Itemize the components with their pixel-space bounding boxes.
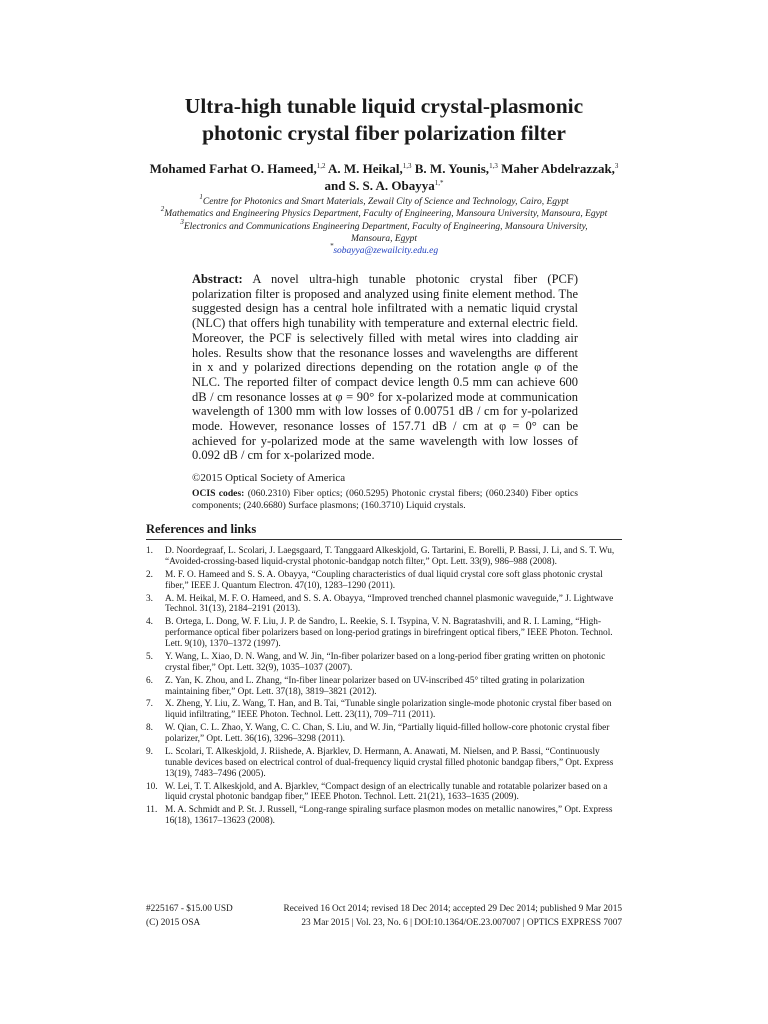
abstract-text: A novel ultra-high tunable photonic crystal fiber (PCF) polarization filter is proposed and analyzed using finite element method. The suggested design has a central hole infiltrated with a nematic liquid crystal (NLC) that offers high tunability with temperature and external electric field. Moreover, the PCF is selectively filled with metal wires into cladding air holes. Results show that the resonance losses and wavelengths are different in x and y polarized directions depending on the rotation angle φ of the NLC. The reported filter of compact device length 0.5 mm can achieve 600 dB / cm resonance losses at φ = 90° for x-polarized mode at communication wavelength of 1300 mm with low losses of 0.00751 dB / cm for y-polarized mode. However, resonance losses of 157.71 dB / cm at φ = 0° can be achieved for y-polarized mode at the same wavelength with low losses of 0.092 dB / cm for x-polarized mode. (192, 272, 579, 463)
reference-number: 2. (146, 569, 153, 580)
author-name: A. M. Heikal, (325, 161, 403, 176)
reference-item (146, 699, 622, 721)
ocis-codes (192, 488, 578, 513)
reference-text: W. Lei, T. T. Alkeskjold, and A. Bjarklev, “Compact design of an electrically tunable and rotatable polarizer based on a liquid crystal photonic bandgap fiber,” IEEE Photon. Technol. Lett. 21(21), 1633–1635 (2009). (165, 781, 608, 803)
abstract-label: Abstract: (192, 272, 243, 286)
references-heading: References and links (146, 522, 257, 536)
affiliation-text: Mathematics and Engineering Physics Department, Faculty of Engineering, Mansoura University, Mansoura, Egypt (164, 209, 608, 220)
author-name: B. M. Younis, (411, 161, 490, 176)
reference-text: W. Qian, C. L. Zhao, Y. Wang, C. C. Chan, S. Liu, and W. Jin, “Partially liquid-filled hollow-core photonic crystal fiber polarizer,” Opt. Lett. 36(16), 3296–3298 (2011). (165, 723, 610, 745)
reference-text: M. A. Schmidt and P. St. J. Russell, “Long-range spiraling surface plasmon modes on metallic nanowires,” Opt. Express 16(18), 13617–13623 (2008). (165, 805, 613, 827)
author-name: and S. S. A. Obayya (324, 178, 435, 193)
copyright: ©2015 Optical Society of America (192, 472, 346, 484)
affiliation-list (0, 193, 768, 257)
reference-text: Z. Yan, K. Zhou, and L. Zhang, “In-fiber linear polarizer based on UV-inscribed 45° tilted grating in polarization maintaining fiber,” Opt. Lett. 37(18), 3819–3821 (2012). (165, 675, 585, 697)
reference-number: 1. (146, 546, 153, 556)
ocis-text: (060.2310) Fiber optics; (060.5295) Photonic crystal fibers; (060.2340) Fiber optics components; (240.6680) Surface plasmons; (160.3710) Liquid crystals. (192, 488, 578, 512)
affiliation-mark: 2 (160, 205, 165, 214)
affiliation-mark: 1 (199, 193, 203, 201)
reference-item (146, 676, 622, 698)
author-name: Maher Abdelrazzak, (497, 161, 615, 176)
affiliation (0, 217, 768, 233)
author-list (0, 160, 768, 194)
author-affiliation-mark: 1,2 (316, 162, 326, 170)
author-line-1 (0, 160, 768, 177)
email-mark: * (329, 242, 334, 251)
reference-item (146, 546, 622, 568)
reference-item (146, 617, 622, 649)
reference-text: L. Scolari, T. Alkeskjold, J. Riishede, A. Bjarklev, D. Hermann, A. Anawati, M. Nielsen, and P. Bassi, “Continuously tunable devices based on electrical control of dual-frequency liquid crystal filled photonic bandgap fibers,” Opt. Express 13(19), 7483–7496 (2005). (165, 747, 614, 779)
publication-history: Received 16 Oct 2014; revised 18 Dec 2014; accepted 29 Dec 2014; published 9 Mar 2015 (283, 904, 622, 914)
affiliation (0, 233, 768, 245)
reference-text: M. F. O. Hameed and S. S. A. Obayya, “Coupling characteristics of dual liquid crystal core soft glass photonic crystal fiber,” IEEE J. Quantum Electron. 47(10), 1283–1290 (2011). (165, 569, 603, 591)
ocis-label: OCIS codes: (192, 488, 245, 499)
affiliation-text: Centre for Photonics and Smart Materials, Zewail City of Science and Technology, Cairo, Egypt (202, 197, 569, 207)
affiliation-text: Electronics and Communications Engineering Department, Faculty of Engineering, Mansoura University, (183, 221, 588, 232)
footer-row-2 (146, 916, 622, 930)
reference-text: B. Ortega, L. Dong, W. F. Liu, J. P. de Sandro, L. Reekie, S. I. Tsypina, V. N. Bagratashvili, and R. I. Laming, “High-performance optical fiber polarizers based on long-period gratings in birefringent optical fibers,” IEEE Photon. Technol. Lett. 9(10), 1370–1372 (1997). (165, 617, 613, 649)
author-affiliation-mark: 3 (614, 162, 619, 170)
reference-number: 5. (146, 651, 153, 662)
title-line-2: photonic crystal fiber polarization filter (202, 121, 566, 145)
reference-item (146, 805, 622, 827)
affiliation-text: Mansoura, Egypt (351, 233, 417, 244)
reference-text: A. M. Heikal, M. F. O. Hameed, and S. S. A. Obayya, “Improved trenched channel plasmonic waveguide,” J. Lightwave Technol. 31(13), 2184–2191 (2013). (165, 593, 614, 615)
author-affiliation-mark: 1,* (434, 179, 444, 187)
affiliation-mark: 3 (180, 217, 184, 226)
author-line-2 (0, 177, 768, 194)
reference-item (146, 747, 622, 779)
affiliation (0, 193, 768, 208)
reference-number: 11. (146, 805, 158, 816)
abstract (192, 272, 578, 463)
footer-row-1 (146, 902, 622, 916)
reference-item (146, 723, 622, 745)
reference-item (146, 652, 622, 674)
reference-number: 7. (146, 699, 153, 710)
email-link[interactable]: sobayya@zewailcity.edu.eg (333, 246, 439, 257)
reference-number: 4. (146, 617, 153, 628)
journal-citation: 23 Mar 2015 | Vol. 23, No. 6 | DOI:10.1364/OE.23.007007 | OPTICS EXPRESS 7007 (301, 918, 622, 928)
reference-item (146, 782, 622, 804)
reference-item (146, 594, 622, 616)
reference-number: 6. (146, 675, 153, 686)
page-footer (146, 902, 622, 930)
reference-item (146, 570, 622, 592)
reference-text: X. Zheng, Y. Liu, Z. Wang, T. Han, and B. Tai, “Tunable single polarization single-mode photonic crystal fiber based on liquid infiltrating,” IEEE Photon. Technol. Lett. 23(11), 709–711 (2011). (165, 699, 612, 721)
reference-number: 10. (146, 781, 158, 792)
reference-number: 3. (146, 593, 153, 604)
osa-copyright: (C) 2015 OSA (146, 918, 201, 928)
divider (146, 539, 622, 540)
reference-number: 8. (146, 723, 153, 734)
article-id-price: #225167 - $15.00 USD (146, 904, 233, 914)
affiliation (0, 205, 768, 220)
author-affiliation-mark: 1,3 (402, 162, 412, 170)
reference-list (146, 546, 622, 829)
author-affiliation-mark: 1,3 (489, 162, 498, 170)
title-line-1: Ultra-high tunable liquid crystal-plasmonic (184, 94, 584, 118)
reference-text: D. Noordegraaf, L. Scolari, J. Laegsgaard, T. Tanggaard Alkeskjold, G. Tartarini, E. Borelli, P. Bassi, J. Li, and S. T. Wu, “Avoided-crossing-based liquid-crystal photonic-bandgap notch filter,” Opt. Lett. 33(9), 986–988 (2008). (165, 546, 615, 567)
corresponding-email (0, 242, 768, 257)
author-name: Mohamed Farhat O. Hameed, (149, 161, 317, 176)
paper-title (0, 93, 768, 147)
reference-text: Y. Wang, L. Xiao, D. N. Wang, and W. Jin, “In-fiber polarizer based on a long-period fiber grating written on photonic crystal fiber,” Opt. Lett. 32(9), 1035–1037 (2007). (165, 651, 606, 673)
reference-number: 9. (146, 747, 153, 758)
